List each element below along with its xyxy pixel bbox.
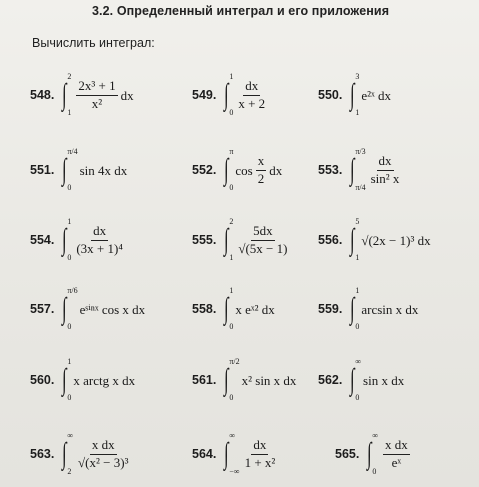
integral-sign: ∫ 2 1 [224, 217, 234, 262]
integral-sign: ∫ 1 0 [224, 72, 234, 117]
problem-557: 557. ∫ π/6 0 eˢⁱⁿˣ cos x dx [30, 286, 146, 331]
integral-sign: ∫ 3 1 [350, 72, 360, 117]
problem-number: 548. [30, 88, 55, 102]
section-heading: 3.2. Определенный интеграл и его приложения [92, 4, 390, 18]
fraction: $\frac{x}{2}$ [257, 153, 265, 186]
problem-549: 549. ∫ 1 0 $\frac{dx}{x + 2}$ [192, 72, 266, 117]
integral-sign: ∫ π 0 [224, 147, 234, 192]
problem-563: 563. ∫ ∞ 2 $\frac{\text{x dx}}{\text{√(x² − 3)³}}$ [30, 431, 129, 476]
integral-sign: ∫ π/2 0 [224, 357, 240, 402]
integral-sign: ∫ π/4 0 [62, 147, 78, 192]
fraction: $\frac{dx}{x + 2}$ [238, 78, 266, 111]
integral-sign: ∫ 1 0 [62, 217, 72, 262]
problem-554: 554. ∫ 1 0 $\frac{dx}{\text{(3x + 1)⁴}}$ [30, 217, 123, 262]
fraction: $\frac{5dx}{√(5x - 1)}$ [238, 223, 288, 256]
fraction: $\frac{\text{x dx}}{\text{eˣ}}$ [385, 437, 408, 470]
integral-sign: ∫ π/3 π/4 [350, 147, 366, 192]
problem-565: 565. ∫ ∞ 0 $\frac{\text{x dx}}{\text{eˣ}}$ [335, 431, 408, 476]
integral-sign: ∫ π/6 0 [62, 286, 78, 331]
problem-552: 552. ∫ π 0 cos $\frac{x}{2}$ dx [192, 147, 283, 192]
fraction: $\frac{dx}{\text{(3x + 1)⁴}}$ [76, 223, 123, 256]
integral-sign: ∫ 5 1 [350, 217, 360, 262]
integral-sign: ∫ 1 0 [224, 286, 234, 331]
problem-553: 553. ∫ π/3 π/4 $\frac{dx}{\text{sin² x}}$ [318, 147, 400, 192]
task-instruction: Вычислить интеграл: [32, 36, 155, 50]
fraction: $\frac{\text{x dx}}{\text{√(x² − 3)³}}$ [78, 437, 129, 470]
fraction: $\frac{dx}{\text{sin² x}}$ [370, 153, 400, 186]
integral-sign: ∫ ∞ 0 [350, 357, 362, 402]
problem-561: 561. ∫ π/2 0 x² sin x dx [192, 357, 297, 402]
integral-sign: ∫ ∞ 2 [62, 431, 74, 476]
fraction: $\frac{dx}{\text{1 + x²}}$ [244, 437, 276, 470]
integral-sign: ∫ ∞ 0 [367, 431, 379, 476]
integral-sign: ∫ 2 1 [62, 72, 72, 117]
fraction: $\frac{\text{2x³ + 1}}{\text{x²}}$ [78, 78, 116, 111]
problem-550: 550. ∫ 3 1 e²ˣ dx [318, 72, 392, 117]
problem-560: 560. ∫ 1 0 x arctg x dx [30, 357, 136, 402]
problem-551: 551. ∫ π/4 0 sin 4x dx [30, 147, 128, 192]
problem-555: 555. ∫ 2 1 $\frac{5dx}{√(5x - 1)}$ [192, 217, 288, 262]
integral-sign: ∫ ∞ −∞ [224, 431, 240, 476]
integral-sign: ∫ 1 0 [350, 286, 360, 331]
problem-556: 556. ∫ 5 1 √(2x − 1)³ dx [318, 217, 431, 262]
problem-548: 548. ∫ 2 1 $\frac{\text{2x³ + 1}}{\text{x²}}$ dx [30, 72, 134, 117]
integral-sign: ∫ 1 0 [62, 357, 72, 402]
problem-562: 562. ∫ ∞ 0 sin x dx [318, 357, 405, 402]
problem-559: 559. ∫ 1 0 arcsin x dx [318, 286, 419, 331]
problem-564: 564. ∫ ∞ −∞ $\frac{dx}{\text{1 + x²}}$ [192, 431, 276, 476]
problem-558: 558. ∫ 1 0 x eˣ² dx [192, 286, 275, 331]
